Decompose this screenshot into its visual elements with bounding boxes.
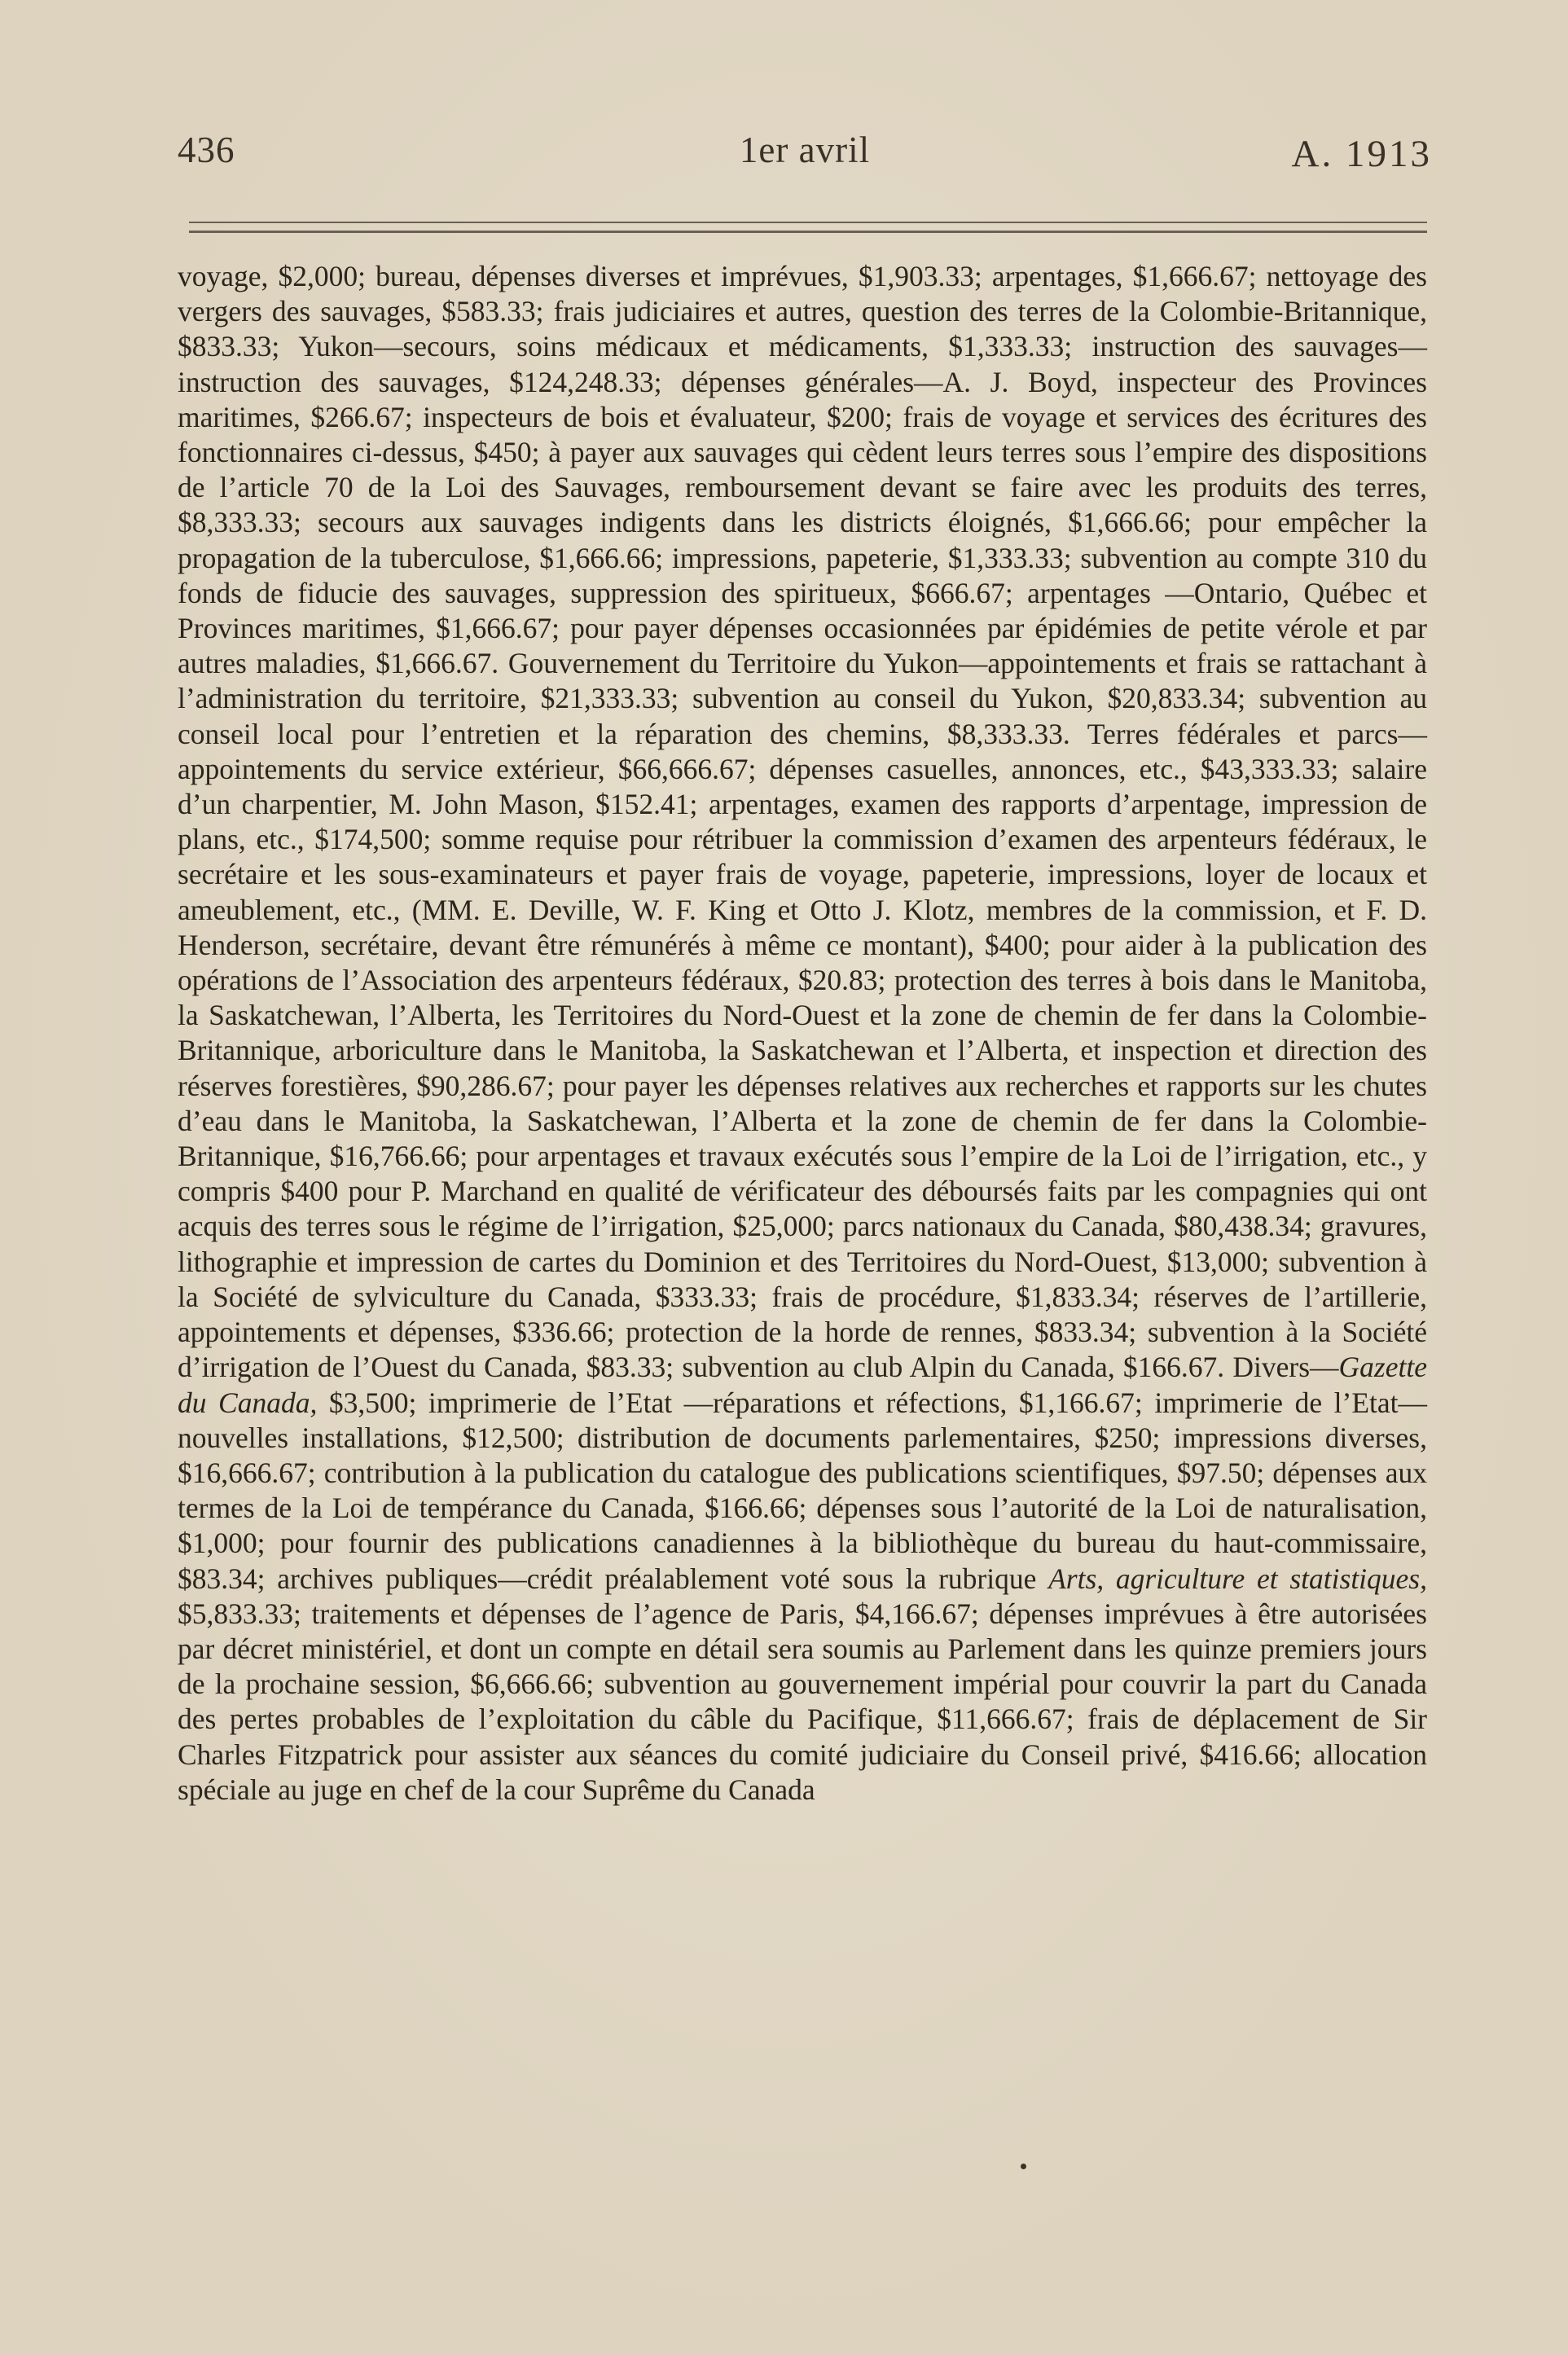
body-text-part-2: $3,500; imprimerie de l’Etat —réparations et réfections, $1,166.67; imprimerie de l’Etat—nouvelles installations, $12,500; distribution de documents parlementaires, $250; impressions diverses, $16,666.67; contribution à la publication du catalogue des publications scientifiques, $97.50; dépenses aux termes de la Loi de tempérance du Canada, $166.66; dépenses sous l’autorité de la Loi de naturalisation, $1,000; pour fournir des publications canadiennes à la bibliothèque du bureau du haut-commissaire, $83.34; archives publiques—crédit préalablement voté sous la rubrique	[178, 1386, 1427, 1595]
body-italic-rubrique: Arts, agriculture et statistiques,	[1048, 1562, 1427, 1595]
body-text-part-3: $5,833.33; traitements et dépenses de l’agence de Paris, $4,166.67; dépenses imprévues à être autorisées par décret ministériel, et dont un compte en détail sera soumis au Parlement dans les quinze premiers jours de la prochaine session, $6,666.66; subvention au gouvernement impérial pour couvrir la part du Canada des pertes probables de l’exploitation du câble du Pacifique, $11,666.67; frais de déplacement de Sir Charles Fitzpatrick pour assister aux séances du comité judiciaire du Conseil privé, $416.66; allocation spéciale au juge en chef de la cour Suprême du Canada	[178, 1597, 1427, 1806]
body-paragraph	[178, 259, 1427, 1808]
header-rule-thick	[189, 231, 1427, 233]
page-header	[178, 129, 1432, 186]
header-rule-thin	[189, 222, 1427, 223]
running-head-date: 1er avril	[739, 130, 871, 170]
body-text-part-1: voyage, $2,000; bureau, dépenses diverses et imprévues, $1,903.33; arpentages, $1,666.67; nettoyage des vergers des sauvages, $583.33; frais judiciaires et autres, question des terres de la Colombie-Britannique, $833.33; Yukon—secours, soins médicaux et médicaments, $1,333.33; instruction des sauvages—instruction des sauvages, $124,248.33; dépenses générales—A. J. Boyd, inspecteur des Provinces maritimes, $266.67; inspecteurs de bois et évaluateur, $200; frais de voyage et services des écritures des fonctionnaires ci-dessus, $450; à payer aux sauvages qui cèdent leurs terres sous l’empire des dispositions de l’article 70 de la Loi des Sauvages, remboursement devant se faire avec les produits des terres, $8,333.33; secours aux sauvages indigents dans les districts éloignés, $1,666.66; pour empêcher la propagation de la tuberculose, $1,666.66; impressions, papeterie, $1,333.33; subvention au compte 310 du fonds de fiducie des sauvages, suppression des spiritueux, $666.67; arpentages —Ontario, Québec et Provinces maritimes, $1,666.67; pour payer dépenses occasionnées par épidémies de petite vérole et par autres maladies, $1,666.67. Gouvernement du Territoire du Yukon—appointements et frais se rattachant à l’administration du territoire, $21,333.33; subvention au conseil du Yukon, $20,833.34; subvention au conseil local pour l’entretien et la réparation des chemins, $8,333.33. Terres fédérales et parcs—appointements du service extérieur, $66,666.67; dépenses casuelles, annonces, etc., $43,333.33; salaire d’un charpentier, M. John Mason, $152.41; arpentages, examen des rapports d’arpentage, impression de plans, etc., $174,500; somme requise pour rétribuer la commission d’examen des arpenteurs fédéraux, le secrétaire et les sous-examinateurs et payer frais de voyage, papeterie, impressions, loyer de locaux et ameublement, etc., (MM. E. Deville, W. F. King et Otto J. Klotz, membres de la commission, et F. D. Henderson, secrétaire, devant être rémunérés à même ce montant), $400; pour aider à la publication des opérations de l’Association des arpenteurs fédéraux, $20.83; protection des terres à bois dans le Manitoba, la Saskatchewan, l’Alberta, les Territoires du Nord-Ouest et la zone de chemin de fer dans la Colombie-Britannique, arboriculture dans le Manitoba, la Saskatchewan et l’Alberta, et inspection et direction des réserves forestières, $90,286.67; pour payer les dépenses relatives aux recherches et rapports sur les chutes d’eau dans le Manitoba, la Saskatchewan, l’Alberta et la zone de chemin de fer dans la Colombie-Britannique, $16,766.66; pour arpentages et travaux exécutés sous l’empire de la Loi de l’irrigation, etc., y compris $400 pour P. Marchand en qualité de vérificateur des déboursés faits par les compagnies qui ont acquis des terres sous le régime de l’irrigation, $25,000; parcs nationaux du Canada, $80,438.34; gravures, lithographie et impression de cartes du Dominion et des Territoires du Nord-Ouest, $13,000; subvention à la Société de sylviculture du Canada, $333.33; frais de procédure, $1,833.34; réserves de l’artillerie, appointements et dépenses, $336.66; protection de la horde de rennes, $833.34; subvention à la Société d’irrigation de l’Ouest du Canada, $83.33; subvention au club Alpin du Canada, $166.67. Divers—	[178, 260, 1427, 1384]
year-mark: A. 1913	[1291, 133, 1432, 175]
page-number: 436	[178, 130, 235, 170]
body-italic-gazette: Gazette du Canada,	[178, 1351, 1427, 1419]
ink-dot-mark	[1021, 2164, 1026, 2169]
